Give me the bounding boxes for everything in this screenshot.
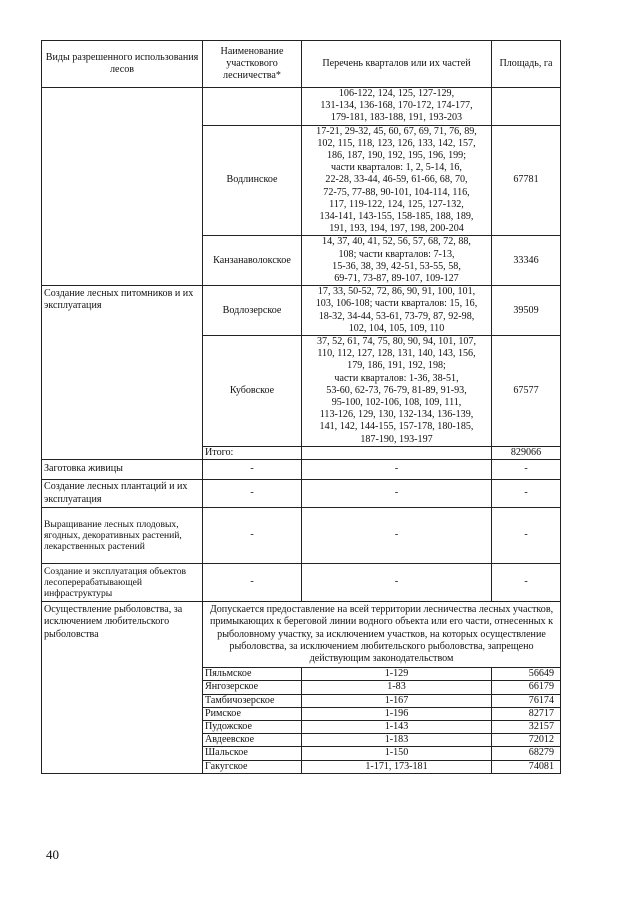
district-cell: Янгозерское xyxy=(203,681,302,694)
district-cell: Авдеевское xyxy=(203,734,302,747)
area-cell: 72012 xyxy=(492,734,561,747)
dash-cell: - xyxy=(203,508,302,564)
table-header-row xyxy=(42,41,561,88)
dash-cell: - xyxy=(302,460,492,480)
total-label: Итого: xyxy=(203,446,302,459)
table-row xyxy=(42,88,561,126)
area-cell: 82717 xyxy=(492,707,561,720)
dash-cell: - xyxy=(492,508,561,564)
table-row xyxy=(42,480,561,508)
district-cell: Пудожское xyxy=(203,720,302,733)
quarters-cell: 1-129 xyxy=(302,668,492,681)
quarters-cell: 1-167 xyxy=(302,694,492,707)
area-cell: 32157 xyxy=(492,720,561,733)
district-cell: Кубовское xyxy=(203,336,302,447)
district-cell: Пяльмское xyxy=(203,668,302,681)
table-row xyxy=(42,508,561,564)
header-use-type: Виды разрешенного использования лесов xyxy=(42,41,203,88)
district-cell: Римское xyxy=(203,707,302,720)
quarters-cell: 1-171, 173-181 xyxy=(302,760,492,773)
quarters-cell: 17-21, 29-32, 45, 60, 67, 69, 71, 76, 89, 102, 115, 118, 123, 126, 133, 142, 157, 186, 187, 190, 192, 195, 196, 199; части кварталов: 1, 2, 5-14, 16, 22-28, 33-44, 46-59, 61-66, 68, 70, 72-75, 77-88, 90-101, 104-114, 116, 117, 119-122, 124, 125, 127-132, 134-141, 143-155, 158-185, 188, 189, 191, 193, 194, 197, 198, 200-204 xyxy=(302,125,492,236)
table-row xyxy=(42,460,561,480)
quarters-cell: 1-143 xyxy=(302,720,492,733)
table-row xyxy=(42,286,561,336)
forest-use-table xyxy=(41,40,561,774)
use-type-cell: Осуществление рыболовства, за исключением любительского рыболовства xyxy=(42,602,203,774)
district-cell: Гакугское xyxy=(203,760,302,773)
table-row xyxy=(42,564,561,602)
area-cell: 76174 xyxy=(492,694,561,707)
header-quarters: Перечень кварталов или их частей xyxy=(302,41,492,88)
quarters-cell: 1-183 xyxy=(302,734,492,747)
dash-cell: - xyxy=(203,480,302,508)
area-cell: 67781 xyxy=(492,125,561,236)
dash-cell: - xyxy=(203,564,302,602)
header-district: Наименование участкового лесничества* xyxy=(203,41,302,88)
district-cell: Шальское xyxy=(203,747,302,760)
quarters-cell: 1-150 xyxy=(302,747,492,760)
use-type-cell: Создание и эксплуатация объектов лесоперерабатывающей инфраструктуры xyxy=(42,564,203,602)
dash-cell: - xyxy=(302,564,492,602)
page-number: 40 xyxy=(46,847,59,862)
area-cell: 56649 xyxy=(492,668,561,681)
quarters-cell: 106-122, 124, 125, 127-129, 131-134, 136-168, 170-172, 174-177, 179-181, 183-188, 191, 193-203 xyxy=(302,88,492,126)
fishing-note: Допускается предоставление на всей территории лесничества лесных участков, примыкающих к береговой линии водного объекта или его части, отнесенных к рыболовному участку, за исключением участков, на которых осуществление рыболовства, за исключением любительского рыболовства, запрещено действующим законодательством xyxy=(203,602,561,668)
district-cell: Водлинское xyxy=(203,125,302,236)
area-cell: 66179 xyxy=(492,681,561,694)
use-type-cell: Заготовка живицы xyxy=(42,460,203,480)
dash-cell: - xyxy=(203,460,302,480)
total-area: 829066 xyxy=(492,446,561,459)
area-cell: 74081 xyxy=(492,760,561,773)
use-type-cell: Выращивание лесных плодовых, ягодных, декоративных растений, лекарственных растений xyxy=(42,508,203,564)
table-row xyxy=(42,602,561,668)
quarters-cell: 14, 37, 40, 41, 52, 56, 57, 68, 72, 88, 108; части кварталов: 7-13, 15-36, 38, 39, 42-51, 53-55, 58, 69-71, 73-87, 89-107, 109-127 xyxy=(302,236,492,286)
quarters-cell: 1-196 xyxy=(302,707,492,720)
area-cell: 67577 xyxy=(492,336,561,447)
quarters-cell: 17, 33, 50-52, 72, 86, 90, 91, 100, 101, 103, 106-108; части кварталов: 15, 16, 18-32, 34-44, 53-61, 73-79, 87, 92-98, 102, 104, 105, 109, 110 xyxy=(302,286,492,336)
dash-cell: - xyxy=(492,480,561,508)
district-cell: Канзанаволокское xyxy=(203,236,302,286)
dash-cell: - xyxy=(492,460,561,480)
area-cell: 33346 xyxy=(492,236,561,286)
header-area: Площадь, га xyxy=(492,41,561,88)
dash-cell: - xyxy=(302,480,492,508)
dash-cell: - xyxy=(302,508,492,564)
quarters-cell: 1-83 xyxy=(302,681,492,694)
use-type-cell: Создание лесных питомников и их эксплуатация xyxy=(42,286,203,460)
district-cell: Водлозерское xyxy=(203,286,302,336)
use-type-cell: Создание лесных плантаций и их эксплуатация xyxy=(42,480,203,508)
area-cell: 39509 xyxy=(492,286,561,336)
area-cell: 68279 xyxy=(492,747,561,760)
district-cell: Тамбичозерское xyxy=(203,694,302,707)
dash-cell: - xyxy=(492,564,561,602)
quarters-cell: 37, 52, 61, 74, 75, 80, 90, 94, 101, 107, 110, 112, 127, 128, 131, 140, 143, 156, 179, 186, 191, 192, 198; части кварталов: 1-36, 38-51, 53-60, 62-73, 76-79, 81-89, 91-93, 95-100, 102-106, 108, 109, 111, 113-126, 129, 130, 132-134, 136-139, 141, 142, 144-155, 157-178, 180-185, 187-190, 193-197 xyxy=(302,336,492,447)
